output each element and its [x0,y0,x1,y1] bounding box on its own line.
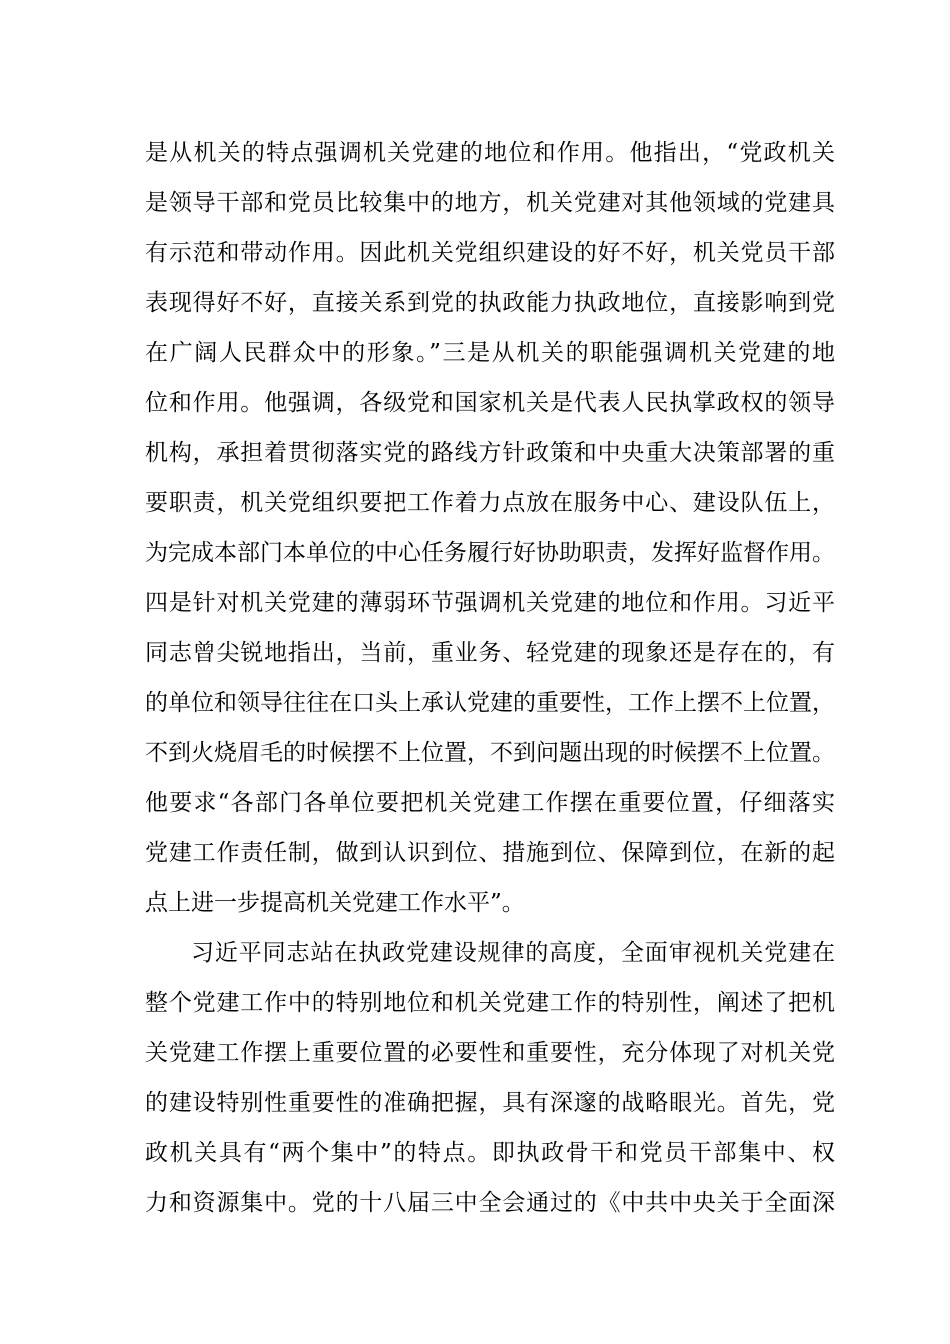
body-text [145,128,835,1228]
text-line: 表现得好不好，直接关系到党的执政能力执政地位，直接影响到党 [145,290,835,316]
text-line: 是领导干部和党员比较集中的地方，机关党建对其他领域的党建具 [145,190,835,216]
text-line: 不到火烧眉毛的时候摆不上位置，不到问题出现的时候摆不上位置。 [145,740,835,766]
text-line: 在广阔人民群众中的形象。”三是从机关的职能强调机关党建的地 [145,340,835,366]
text-line: 的建设特别性重要性的准确把握，具有深邃的战略眼光。首先，党 [145,1090,835,1116]
text-line: 力和资源集中。党的十八届三中全会通过的《中共中央关于全面深 [145,1190,835,1216]
text-line: 点上进一步提高机关党建工作水平”。 [145,890,525,916]
paragraph-1 [145,128,835,928]
text-line: 党建工作责任制，做到认识到位、措施到位、保障到位，在新的起 [145,840,835,866]
text-line: 机构，承担着贯彻落实党的路线方针政策和中央重大决策部署的重 [145,440,835,466]
text-line: 位和作用。他强调，各级党和国家机关是代表人民执掌政权的领导 [145,390,835,416]
text-line: 同志曾尖锐地指出，当前，重业务、轻党建的现象还是存在的，有 [145,640,835,666]
text-line: 为完成本部门本单位的中心任务履行好协助职责，发挥好监督作用。 [145,540,835,566]
text-line: 的单位和领导往往在口头上承认党建的重要性，工作上摆不上位置， [145,690,835,716]
text-line: 要职责，机关党组织要把工作着力点放在服务中心、建设队伍上， [145,490,835,516]
text-line: 关党建工作摆上重要位置的必要性和重要性，充分体现了对机关党 [145,1040,835,1066]
text-line: 是从机关的特点强调机关党建的地位和作用。他指出，“党政机关 [145,140,835,166]
text-line: 整个党建工作中的特别地位和机关党建工作的特别性，阐述了把机 [145,990,835,1016]
text-line: 习近平同志站在执政党建设规律的高度，全面审视机关党建在 [191,940,835,966]
text-line: 他要求“各部门各单位要把机关党建工作摆在重要位置，仔细落实 [145,790,835,816]
paragraph-2 [145,928,835,1228]
text-line: 有示范和带动作用。因此机关党组织建设的好不好，机关党员干部 [145,240,835,266]
text-line: 政机关具有“两个集中”的特点。即执政骨干和党员干部集中、权 [145,1140,835,1166]
text-line: 四是针对机关党建的薄弱环节强调机关党建的地位和作用。习近平 [145,590,835,616]
